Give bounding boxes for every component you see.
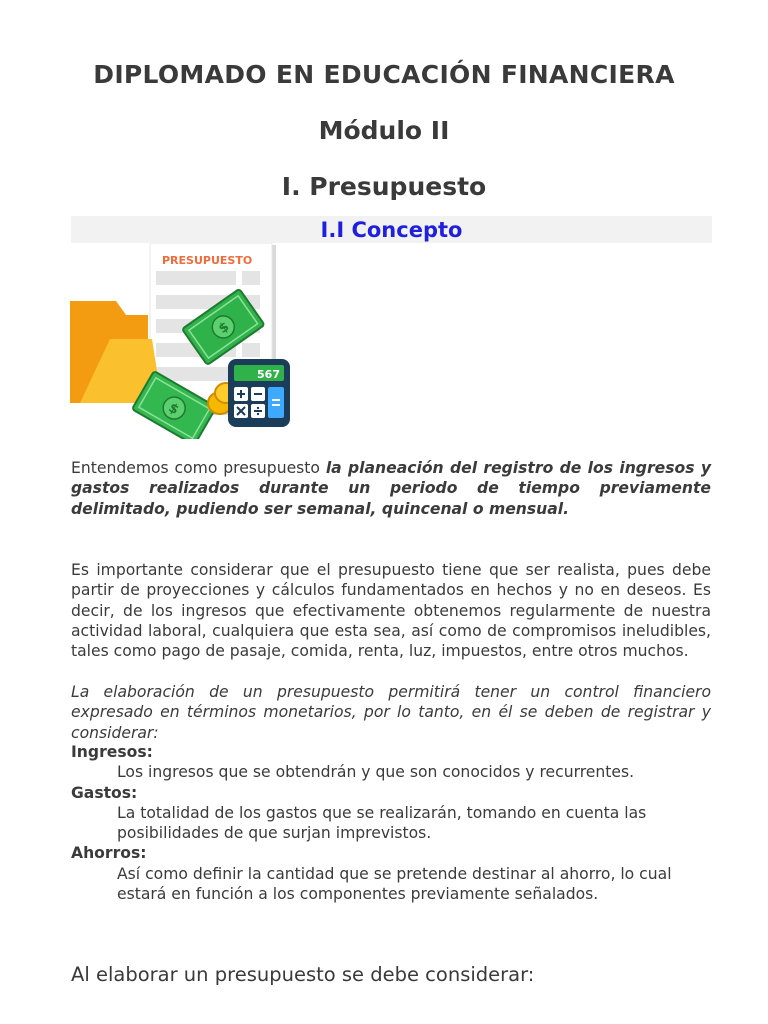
document-title: DIPLOMADO EN EDUCACIÓN FINANCIERA — [93, 60, 675, 89]
svg-text:$: $ — [165, 400, 182, 419]
module-title: Módulo II — [318, 116, 450, 145]
list-item-text: La totalidad de los gastos que se realizarán, tomando en cuenta las posibilidades de que surjan imprevistos. — [117, 803, 647, 843]
section-heading: I.I Concepto — [320, 218, 463, 242]
definition-intro: Entendemos como presupuesto — [71, 459, 326, 477]
list-item-label: Ahorros: — [71, 844, 147, 863]
calculator-display: 567 — [257, 368, 280, 381]
definition-emphasis: la planeación del registro de los ingresos y gastos realizados durante un periodo de tiempo previamente delimitado, pudiendo ser semanal, quincenal o mensual. — [71, 459, 711, 518]
budget-calculator-money-illustration — [70, 243, 292, 439]
definition-paragraph — [71, 458, 711, 519]
section-heading-bar — [71, 216, 712, 243]
chapter-title: I. Presupuesto — [281, 172, 487, 201]
closing-heading: Al elaborar un presupuesto se debe considerar: — [71, 963, 535, 986]
control-paragraph: La elaboración de un presupuesto permitirá tener un control financiero expresado en términos monetarios, por lo tanto, en él se deben de registrar y considerar: — [71, 683, 711, 742]
svg-text:$: $ — [216, 319, 233, 337]
list-item-text: Así como definir la cantidad que se pretende destinar al ahorro, lo cual estará en función a los componentes previamente señalados. — [117, 864, 672, 904]
list-item-label: Gastos: — [71, 783, 138, 802]
sheet-title: PRESUPUESTO — [162, 254, 253, 267]
list-item-label: Ingresos: — [71, 743, 153, 761]
list-item-text: Los ingresos que se obtendrán y que son conocidos y recurrentes. — [117, 763, 635, 782]
budget-components-list — [71, 742, 711, 904]
realism-paragraph: Es importante considerar que el presupuesto tiene que ser realista, pues debe partir de proyecciones y cálculos fundamentados en hechos y no en deseos. Es decir, de los ingresos que efectivamente obtenemos regularmente de nuestra actividad laboral, cualquiera que esta sea, así como de compromisos ineludibles, tales como pago de pasaje, comida, renta, luz, impuestos, entre otros muchos. — [71, 561, 711, 661]
